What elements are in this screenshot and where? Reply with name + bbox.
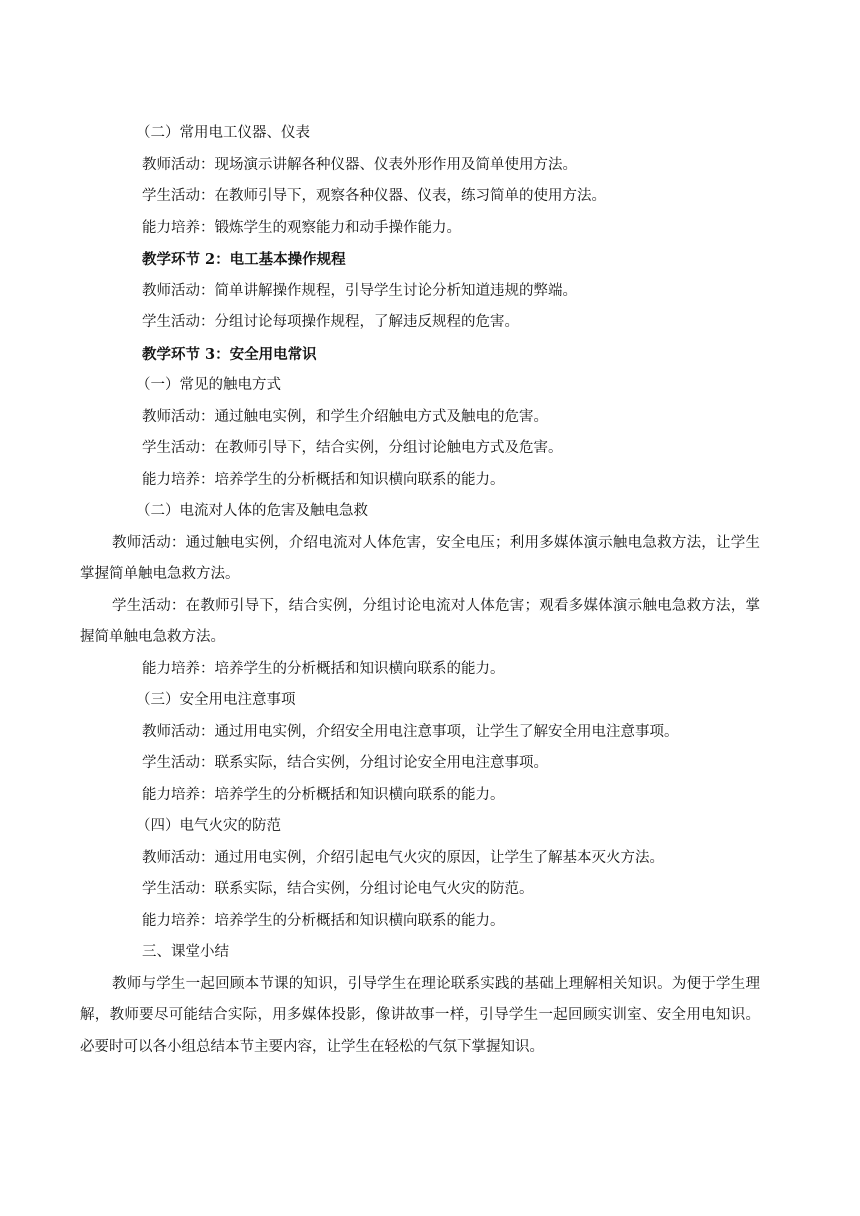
paragraph-line: 学生活动：在教师引导下，结合实例，分组讨论触电方式及危害。 <box>142 440 563 456</box>
paragraph-line: 能力培养：培养学生的分析概括和知识横向联系的能力。 <box>142 660 505 677</box>
paragraph-line: 能力培养：培养学生的分析概括和知识横向联系的能力。 <box>142 471 505 488</box>
paragraph-line: 学生活动：联系实际，结合实例，分组讨论安全用电注意事项。 <box>142 755 548 771</box>
paragraph-line: 学生活动：在教师引导下，观察各种仪器、仪表，练习简单的使用方法。 <box>142 188 606 204</box>
paragraph-line: 学生活动：联系实际，结合实例，分组讨论电气火灾的防范。 <box>142 881 534 897</box>
paragraph-summary: 教师与学生一起回顾本节课的知识，引导学生在理论联系实践的基础上理解相关知识。为便于学生理解，教师要尽可能结合实际，用多媒体投影，像讲故事一样，引导学生一起回顾实训室、安全用电知识。必要时可以各小组总结本节主要内容，让学生在轻松的气氛下掌握知识。 <box>80 975 760 1055</box>
bold-heading: 教学环节 2：电工基本操作规程 <box>142 251 346 268</box>
paragraph-line: 能力培养：培养学生的分析概括和知识横向联系的能力。 <box>142 786 505 803</box>
section-heading: （四）电气火灾的防范 <box>136 818 281 834</box>
paragraph-line: 教师活动：通过用电实例，介绍引起电气火灾的原因，让学生了解基本灭火方法。 <box>142 849 664 866</box>
paragraph-line: 教师活动：现场演示讲解各种仪器、仪表外形作用及简单使用方法。 <box>142 156 577 173</box>
section-heading: （二）电流对人体的危害及触电急救 <box>136 503 368 519</box>
bold-heading: 教学环节 3：安全用电常识 <box>142 345 317 363</box>
section-heading: （三）安全用电注意事项 <box>136 692 296 708</box>
paragraph-line: 教师活动：简单讲解操作规程，引导学生讨论分析知道违规的弊端。 <box>142 282 577 299</box>
paragraph-student: 学生活动：在教师引导下，结合实例，分组讨论电流对人体危害；观看多媒体演示触电急救方法，掌握简单触电急救方法。 <box>80 597 760 645</box>
section-heading: 三、课堂小结 <box>142 944 229 960</box>
section-heading: （二）常用电工仪器、仪表 <box>136 125 310 141</box>
paragraph-teacher: 教师活动：通过触电实例，介绍电流对人体危害，安全电压；利用多媒体演示触电急救方法，让学生掌握简单触电急救方法。 <box>80 534 760 582</box>
section-heading: （一）常见的触电方式 <box>136 377 281 393</box>
document-page <box>80 118 760 1063</box>
paragraph-line: 能力培养：培养学生的分析概括和知识横向联系的能力。 <box>142 912 505 929</box>
paragraph-line: 教师活动：通过触电实例，和学生介绍触电方式及触电的危害。 <box>142 408 548 425</box>
paragraph-line: 学生活动：分组讨论每项操作规程，了解违反规程的危害。 <box>142 314 519 330</box>
paragraph-line: 能力培养：锻炼学生的观察能力和动手操作能力。 <box>142 219 461 236</box>
paragraph-line: 教师活动：通过用电实例，介绍安全用电注意事项，让学生了解安全用电注意事项。 <box>142 723 679 740</box>
